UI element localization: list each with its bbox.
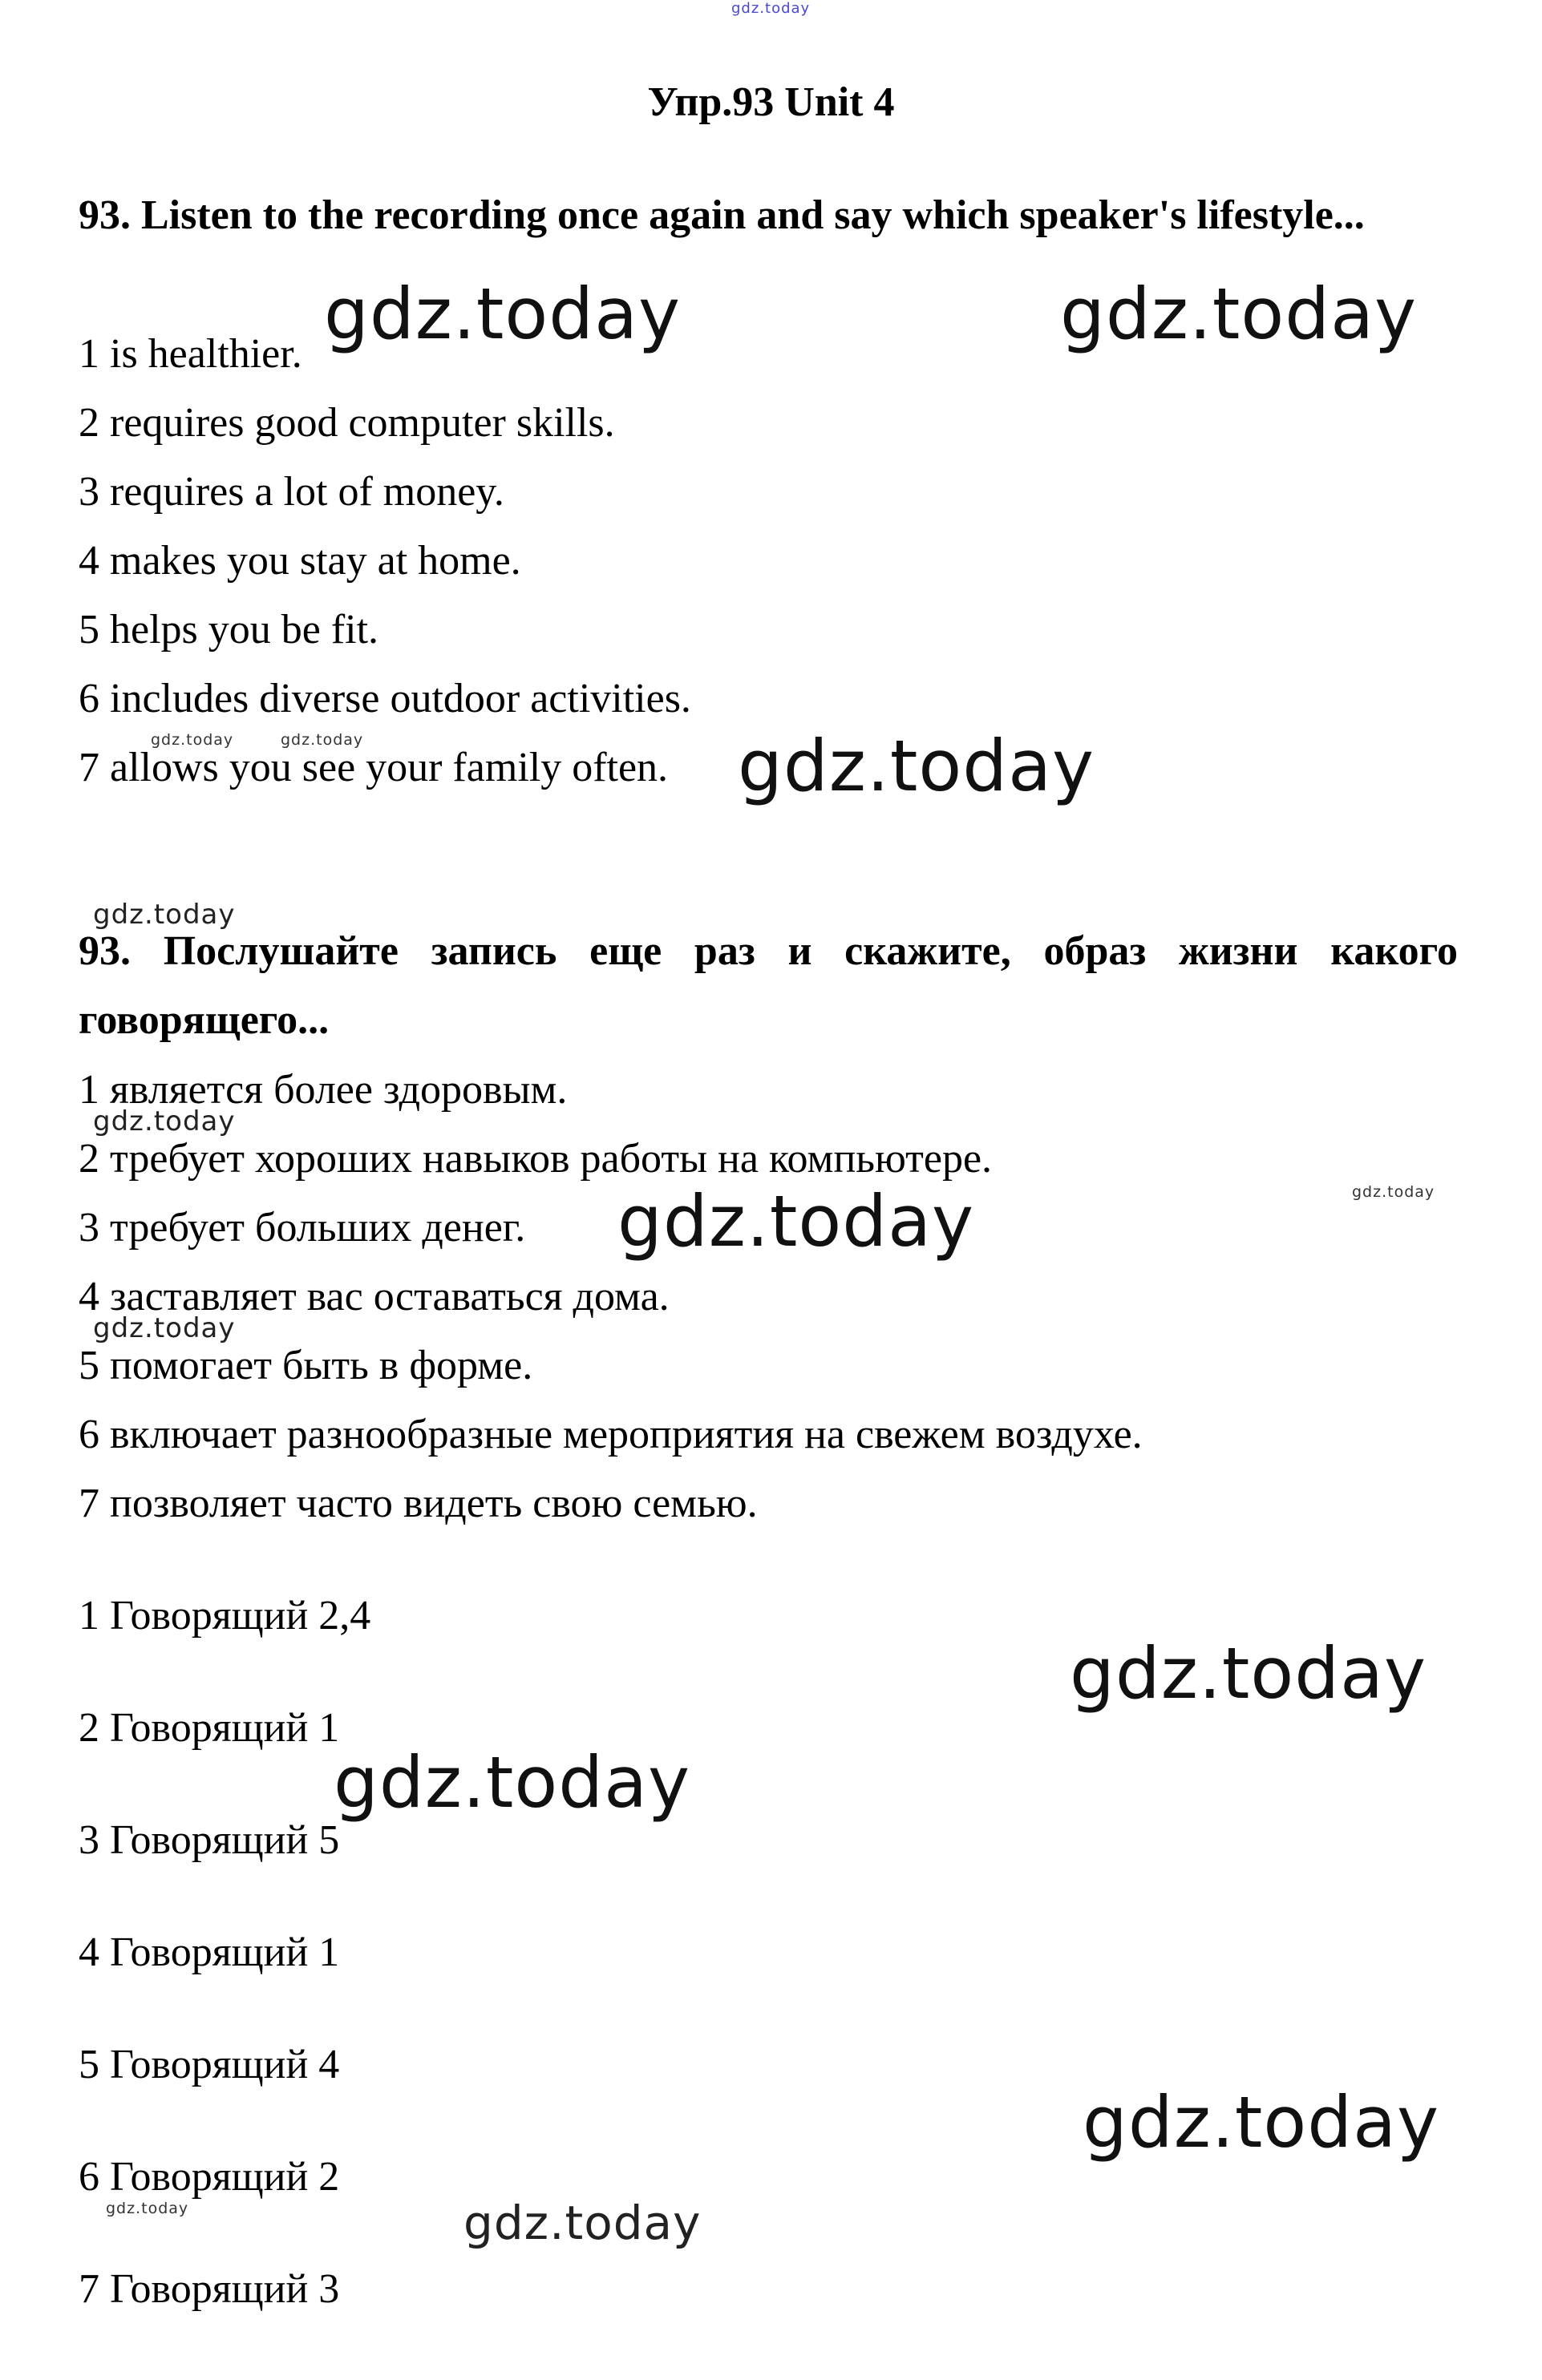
watermark: gdz.today [151,731,234,749]
english-item-6: 6 includes diverse outdoor activities. [79,676,691,721]
watermark: gdz.today [1060,273,1418,355]
answer-4: 4 Говорящий 1 [79,1929,340,1975]
watermark: gdz.today [93,1312,236,1344]
english-item-2: 2 requires good computer skills. [79,400,615,446]
watermark: gdz.today [334,1741,691,1824]
russian-item-4: 4 заставляет вас оставаться дома. [79,1274,670,1319]
answer-2: 2 Говорящий 1 [79,1705,340,1751]
watermark-top: gdz.today [731,0,811,17]
answer-3: 3 Говорящий 5 [79,1817,340,1863]
english-item-3: 3 requires a lot of money. [79,469,504,515]
russian-item-1: 1 является более здоровым. [79,1067,568,1113]
answer-7: 7 Говорящий 3 [79,2266,340,2312]
english-item-5: 5 helps you be fit. [79,607,379,653]
english-item-7: 7 allows you see your family often. [79,745,669,790]
russian-item-3: 3 требует больших денег. [79,1205,526,1251]
watermark: gdz.today [1070,1632,1427,1715]
watermark: gdz.today [463,2196,702,2250]
russian-item-2: 2 требует хороших навыков работы на компьютере. [79,1136,993,1182]
russian-item-6: 6 включает разнообразные мероприятия на свежем воздухе. [79,1412,1143,1457]
watermark: gdz.today [617,1180,975,1263]
watermark: gdz.today [93,899,236,931]
answer-6: 6 Говорящий 2 [79,2154,340,2200]
answer-5: 5 Говорящий 4 [79,2042,340,2087]
watermark: gdz.today [1083,2081,1440,2164]
english-item-4: 4 makes you stay at home. [79,538,521,584]
page-title: Упр.93 Unit 4 [647,79,895,125]
watermark: gdz.today [1352,1183,1435,1201]
watermark: gdz.today [281,731,364,749]
english-heading: 93. Listen to the recording once again and say which speaker's lifestyle... [79,192,1365,238]
answer-1: 1 Говорящий 2,4 [79,1593,371,1639]
russian-item-7: 7 позволяет часто видеть свою семью. [79,1481,758,1526]
watermark: gdz.today [324,273,682,355]
russian-heading: 93. Послушайте запись еще раз и скажите, образ жизни какого говорящего... [79,928,1458,1043]
russian-item-5: 5 помогает быть в форме. [79,1343,533,1388]
watermark: gdz.today [106,2200,189,2217]
english-item-1: 1 is healthier. [79,331,302,377]
watermark: gdz.today [738,725,1095,807]
watermark: gdz.today [93,1105,236,1137]
